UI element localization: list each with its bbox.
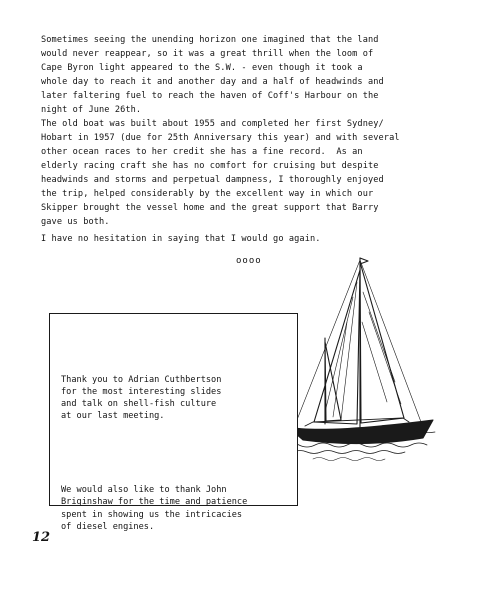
paragraph-boat-history: The old boat was built about 1955 and completed her first Sydney/ Hobart in 1957 (due for 25th Anniversary this year) and with several other ocean races to her credit she has a fine record. As an elderly racing craft she has no comfort for cruising but despite headwinds and storms and perpetual dampness, I thoroughly enjoyed the trip, helped considerably by the excellent way in which our Skipper brought the vessel home and the great support that Barry gave us both. — [41, 119, 400, 227]
thank-you-text — [61, 349, 247, 558]
section-separator: oooo — [236, 256, 262, 266]
thanks-john-paragraph: We would also like to thank John Briginshaw for the time and patience spent in showing us the intricacies of diesel engines. — [61, 484, 248, 532]
sailing-yacht-icon — [283, 252, 445, 467]
paragraph-conclusion: I have no hesitation in saying that I would go again. — [41, 234, 321, 244]
thanks-adrian-paragraph: Thank you to Adrian Cuthbertson for the most interesting slides and talk on shell-fish culture at our last meeting. — [61, 374, 222, 422]
page-number: 12 — [32, 530, 51, 545]
paragraph-voyage-arrival: Sometimes seeing the unending horizon one imagined that the land would never reappear, so it was a great thrill when the loom of Cape Byron light appeared to the S.W. - even though it took a whole day to reach it and another day and a half of headwinds and later faltering fuel to reach the haven of Coff's Harbour on the night of June 26th. — [41, 35, 384, 115]
